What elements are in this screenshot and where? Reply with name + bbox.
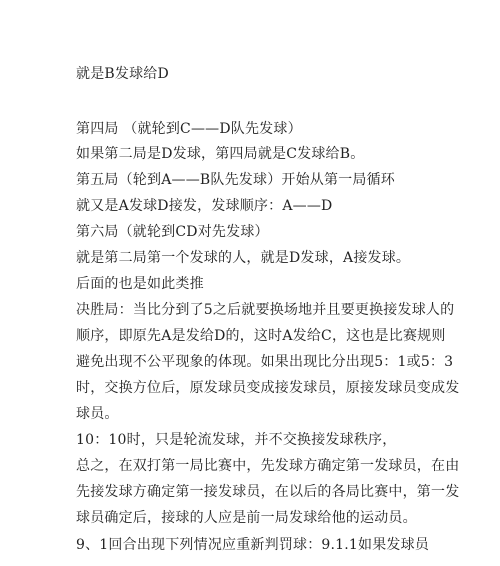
text-line-6: 第六局（就轮到CD对先发球） (76, 224, 269, 240)
text-line-5: 就又是A发球D接发，发球顺序：A——D (76, 198, 333, 214)
text-line-13: 球员。 (76, 406, 119, 422)
text-line-7: 就是第二局第一个发球的人，就是D发球，A接发球。 (76, 250, 411, 266)
text-line-14: 10：10时，只是轮流发球，并不交换接发球秩序， (76, 432, 397, 448)
text-line-10: 顺序，即原先A是发给D的，这时A发给C，这也是比赛规则 (76, 328, 446, 344)
text-line-15: 总之，在双打第一局比赛中，先发球方确定第一发球员，在由 (76, 458, 460, 474)
text-line-16: 先接发球方确定第一接发球员，在以后的各局比赛中，第一发 (76, 484, 460, 500)
text-line-4: 第五局（轮到A——B队先发球）开始从第一局循环 (76, 172, 395, 188)
text-line-17: 球员确定后，接球的人应是前一局发球给他的运动员。 (76, 510, 417, 526)
text-line-12: 时，交换方位后，原发球员变成接发球员，原接发球员变成发 (76, 380, 460, 396)
text-line-9: 决胜局：当比分到了5之后就要换场地并且要更换接发球人的 (76, 302, 455, 318)
text-line-8: 后面的也是如此类推 (76, 276, 204, 292)
text-line-2: 第四局 （就轮到C——D队先发球） (76, 121, 302, 137)
text-line-11: 避免出现不公平现象的体现。如果出现比分出现5：1或5：3 (76, 354, 454, 370)
text-line-3: 如果第二局是D发球，第四局就是C发球给B。 (76, 146, 365, 162)
text-line-18: 9、1回合出现下列情况应重新判罚球：9.1.1如果发球员 (76, 537, 430, 553)
text-line-1: 就是B发球给D (76, 66, 169, 82)
